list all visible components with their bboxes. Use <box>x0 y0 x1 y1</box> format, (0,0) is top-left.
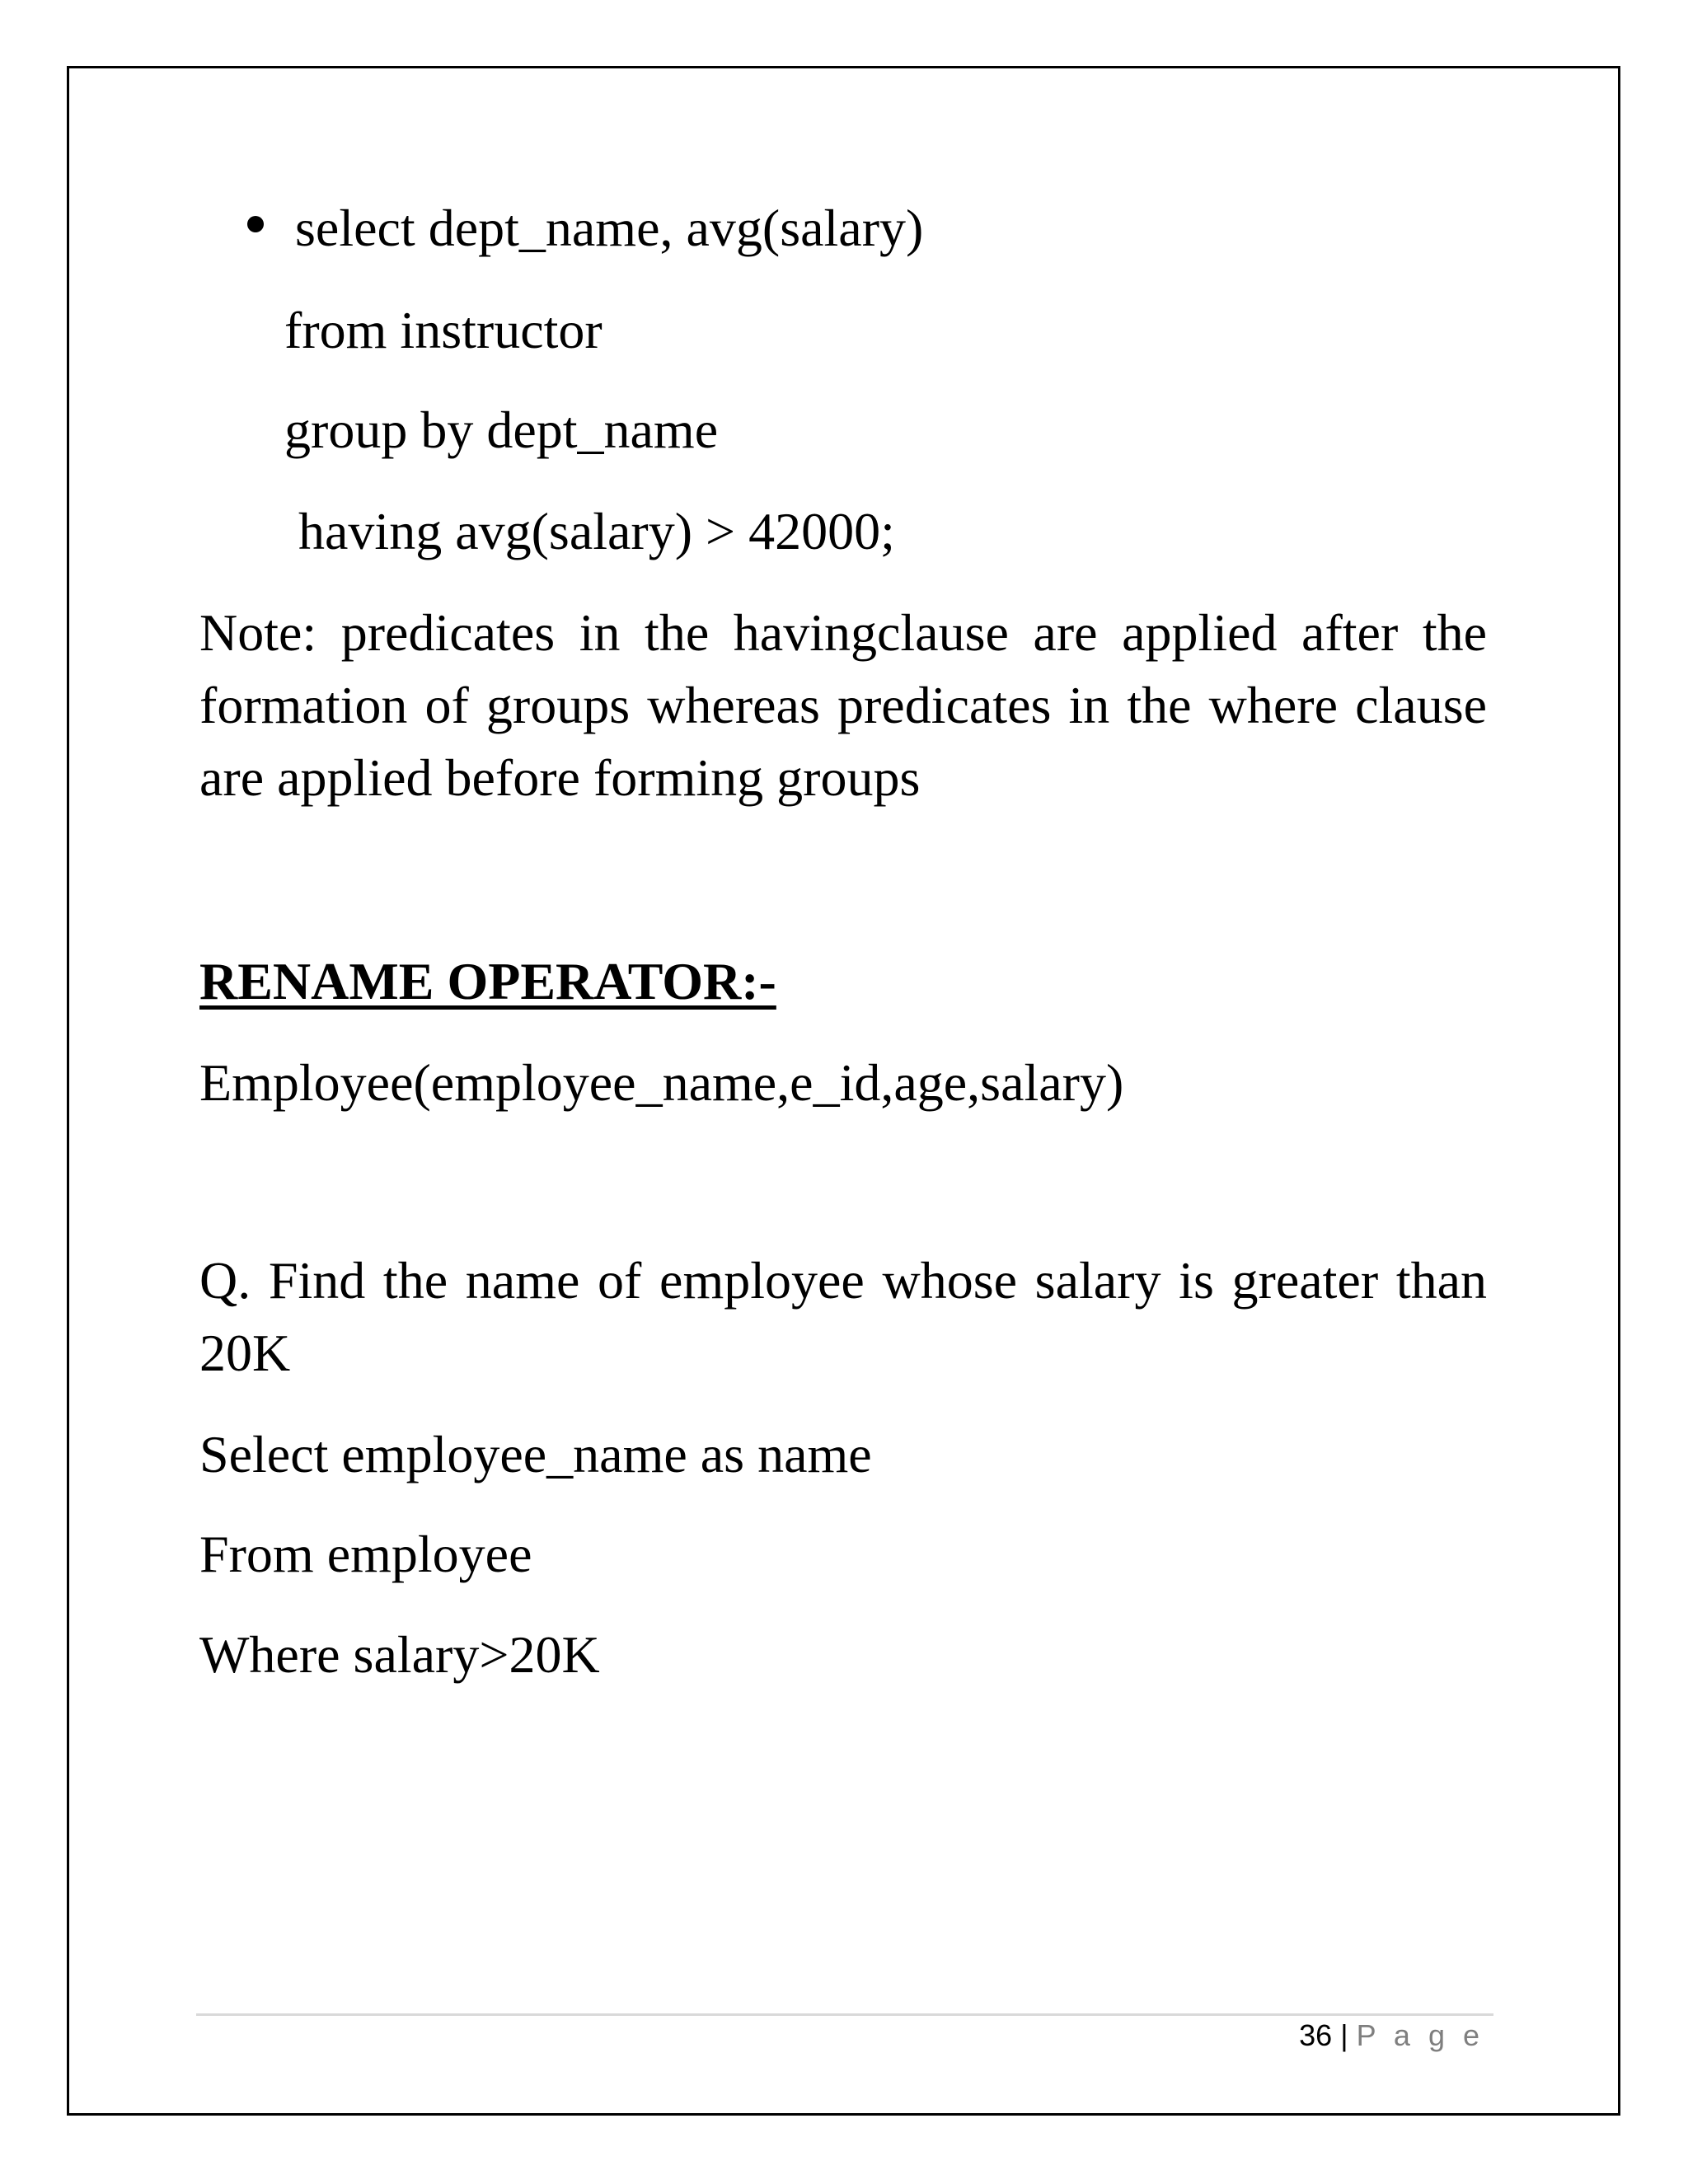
footer-separator: | <box>1340 2018 1348 2052</box>
footer-rule <box>196 2013 1493 2016</box>
bullet-icon <box>247 216 264 232</box>
sql-line-group-by: group by dept_name <box>284 401 719 459</box>
sql-line-select-as: Select employee_name as name <box>199 1425 872 1483</box>
page-footer <box>1299 2019 1484 2052</box>
note-paragraph: Note: predicates in the havingclause are applied after the formation of groups whereas predicates in the where clause are applied before forming groups <box>199 603 1487 807</box>
sql-line-from-employee: From employee <box>199 1525 532 1583</box>
sql-line-having: having avg(salary) > 42000; <box>298 502 895 560</box>
page-label: P a g e <box>1356 2018 1484 2052</box>
sql-line-select: select dept_name, avg(salary) <box>295 199 924 257</box>
schema-text: Employee(employee_name,e_id,age,salary) <box>199 1053 1124 1112</box>
sql-line-from: from instructor <box>284 301 603 359</box>
sql-line-where: Where salary>20K <box>199 1625 600 1684</box>
section-heading: RENAME OPERATOR:- <box>199 952 776 1010</box>
page-number: 36 <box>1299 2018 1333 2052</box>
question-paragraph: Q. Find the name of employee whose salary is greater than 20K <box>199 1251 1487 1382</box>
